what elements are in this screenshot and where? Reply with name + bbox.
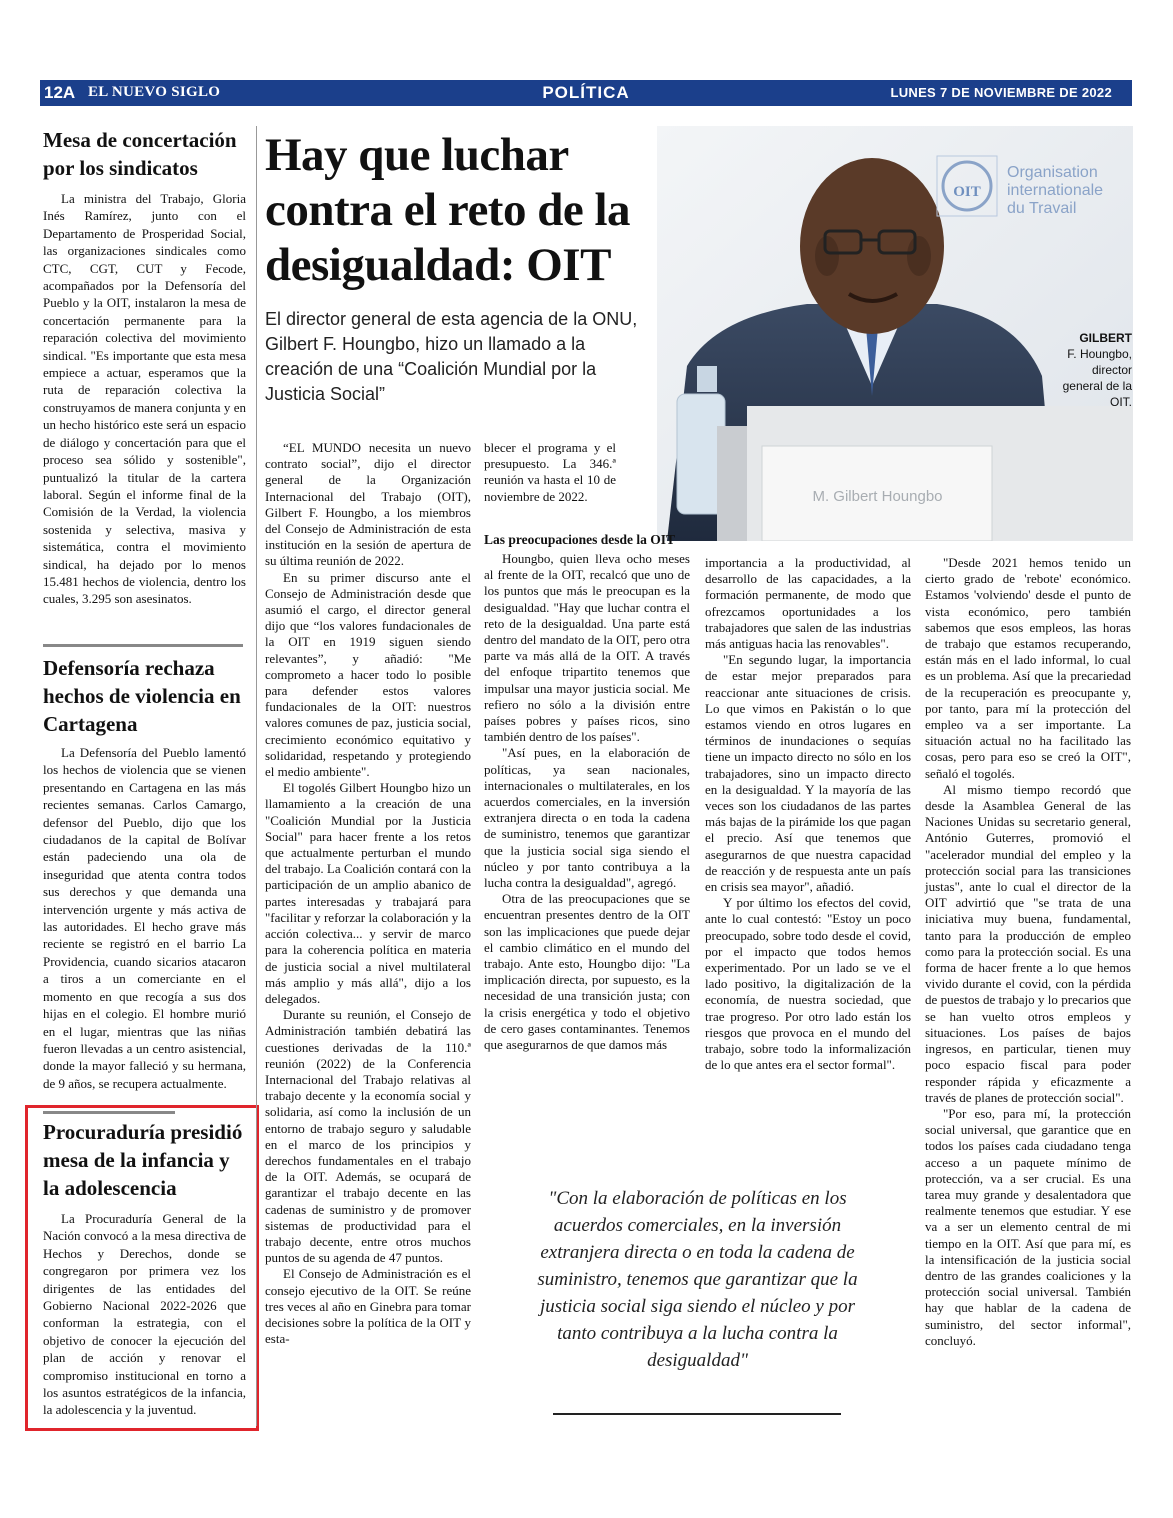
article-column-1 — [265, 440, 471, 1347]
article-column-4 — [925, 555, 1131, 1349]
paragraph: “EL MUNDO necesita un nuevo contrato social”, dijo el director general de la Organización Internacional del Trabajo (OIT), Gilbert F. Houngbo, a los miembros del Consejo de Administración de esta institución en la sesión de apertura de su última reunión de 2022. — [265, 440, 471, 569]
page-header-bar — [40, 80, 1132, 106]
main-headline: Hay que luchar contra el reto de la desigualdad: OIT — [265, 129, 631, 291]
issue-date: LUNES 7 DE NOVIEMBRE DE 2022 — [890, 85, 1112, 100]
pull-quote-rule — [553, 1413, 841, 1415]
paragraph: "En segundo lugar, la importancia de estar mejor preparados para reaccionar ante situaciones de crisis. Lo que vimos en Pakistán o lo que estamos viendo en otros lugares en términos de inundaciones o sequías tiene un impacto directo no sólo en los trabajadores, sino un impacto directo en la desigualdad. Y la mayoría de las veces son los ciudadanos de las partes más bajas de la pirámide los que pagan el precio. Así que tenemos que asegurarnos de que nuestra capacidad de reacción y de respuesta ante un país en crisis sea mayor", añadió. — [705, 652, 911, 895]
paragraph: Houngbo, quien lleva ocho meses al frente de la OIT, recalcó que uno de los puntos que más le preocupan es la desigualdad. "Hay que luchar contra el reto de la desigualdad. Una parte está dentro del mandato de la OIT, pero otra parte va más allá de la OIT. A través del enfoque tripartito tenemos que impulsar una mayor justicia social. Me refiero no sólo a la división entre países pobres y países ricos, sino también dentro de los países". — [484, 551, 690, 745]
paragraph: En su primer discurso ante el Consejo de Administración desde que asumió el cargo, el director general dijo que “los valores fundacionales de la OIT en 1919 siguen siendo relevantes”, y añadió: "Me comprometo a hacer todo lo posible para defender estos valores fundacionales de la OIT: nuestros valores comunes de paz, justicia social, crecimiento económico equitativo y solidaridad, respetando y protegiendo el medio ambiente". — [265, 569, 471, 780]
divider — [43, 1111, 175, 1114]
paragraph: "Por eso, para mí, la protección social universal, que garantice que en todos los países cada ciudadano tenga acceso a un paquete mínimo de protección, va a ser crucial. Es una tarea muy grande y desalentadora que realmente tenemos que estudiar. Y ese va a ser un elemento central de mi tiempo en la OIT. Así que para mí, es la intensificación de la justicia social dentro de las grandes coaliciones y la protección social universal. También hay que hablar de la cadena de suministro, del sector informal", concluyó. — [925, 1105, 1131, 1348]
paragraph: Otra de las preocupaciones que se encuentran presentes dentro de la OIT son las implicaciones que puede dejar el cambio climático en el mundo del trabajo. Ante esto, Houngbo dijo: "La implicación directa, por supuesto, es la necesidad de una transición justa; con la crisis energética y todo el objetivo de cero gases contaminantes. Tenemos que asegurarnos de que damos más — [484, 891, 690, 1053]
caption-name: GILBERT — [1079, 331, 1132, 345]
photo-caption — [1060, 330, 1132, 410]
brief-body: La Defensoría del Pueblo lamentó los hechos de violencia que se vienen presentando en Cartagena en las más recientes semanas. Carlos Camargo, defensor del Pueblo, dijo que los ciudadanos de la capital de Bolívar están padeciendo una ola de inseguridad que atenta contra todos sus derechos y que demanda una intervención urgente y más activa de las autoridades. El hecho grave más reciente se registró en el barrio La Providencia, cuando sicarios atacaron a tiros a un comerciante en el momento en que recogía a sus dos hijas en el colegio. El hombre murió en el lugar, mientras que las niñas fueron llevadas a un centro asistencial, donde la mayor falleció y su hermana, de 9 años, se recupera actualmente. — [43, 745, 246, 1091]
brief-procuraduria — [43, 1118, 246, 1419]
org-line: du Travail — [1007, 200, 1077, 217]
brief-body: La ministra del Trabajo, Gloria Inés Ramírez, junto con el Departamento de Prosperidad Social, las organizaciones sindicales como CTC, CGT, CUT y Fecode, acompañados por la Defensoría del Pueblo y la OIT, instalaron la mesa de concertación permanente para la reparación colectiva del movimiento sindical. "Es importante que esta mesa empiece a actuar, esperamos que la ruta de reparación colectiva la construyamos de manera conjunta y en un hecho histórico este será un espacio de diálogo y concertación para que el proceso sea sólido y sostenible", puntualizó la titular de la cartera laboral. Según el informe final de la Comisión de la Verdad, la violencia sostenida y selectiva, masiva y sistemática, contra el movimiento sindical, ha dejado por lo menos 15.481 hechos de violencia, dentro los cuales, 3.295 son asesinatos. — [43, 191, 246, 607]
paragraph: El togolés Gilbert Houngbo hizo un llamamiento a la creación de una "Coalición Mundial por la Justicia Social" para hacer frente a los retos que actualmente perturban el mundo del trabajo. La Coalición contará con la participación de un amplio abanico de partes interesadas y trabajará para "facilitar y reforzar la colaboración y la acción colectiva... y servir de marco para la coherencia política en materia de justicia social a nivel multilateral más amplio y más allá", dijo a los delegados. — [265, 780, 471, 1006]
oit-logo: OIT — [953, 184, 981, 200]
brief-body: La Procuraduría General de la Nación convocó a la mesa directiva de Hechos y Derechos, donde se congregaron por primera vez los dirigentes de las entidades del Gobierno Nacional 2022-2026 que conforman la estrategia, con el objetivo de conocer la ejecución del plan de acción y renovar el compromiso institucional en torno a los asuntos estratégicos de la infancia, la adolescencia y la juventud. — [43, 1211, 246, 1418]
org-line: Organisation — [1007, 164, 1098, 181]
paragraph: Durante su reunión, el Consejo de Administración también debatirá las cuestiones derivadas de la 110.ª reunión (2022) de la Conferencia Internacional del Trabajo relativas al trabajo decente y la economía social y solidaria, así como la inclusión de un entorno de trabajo seguro y saludable en el marco de los principios y derechos fundamentales en el trabajo de la OIT. Además, se ocupará de garantizar el trabajo decente en las cadenas de suministro y de promover sistemas de productividad para el trabajo decente, entre otros muchos puntos de su agenda de 47 puntos. — [265, 1007, 471, 1266]
paragraph: "Desde 2021 hemos tenido un cierto grado de 'rebote' económico. Estamos 'volviendo' desde el punto de vista económico, pero también sabemos que esos empleos, las horas de trabajo que estamos recuperando, están más en el lado informal, lo cual es un problema. Así que la precariedad de la recuperación es preocupante y, por tanto, para mí la protección del empleo va a ser importante. La situación actual no ha facilitado las cosas, pero para eso se creó la OIT", señaló el togolés. — [925, 555, 1131, 781]
paragraph: blecer el programa y el presupuesto. La 346.ª reunión va hasta el 10 de noviembre de 2022. — [484, 440, 616, 504]
brief-title: Mesa de concertación por los sindicatos — [43, 128, 237, 180]
column-divider — [256, 126, 257, 1426]
org-line: internationale — [1007, 182, 1104, 199]
paragraph: El Consejo de Administración es el consejo ejecutivo de la OIT. Se reúne tres veces al año en Ginebra para tomar decisiones sobre la política de la OIT y esta- — [265, 1266, 471, 1347]
brief-title: Procuraduría presidió mesa de la infancia y la adolescencia — [43, 1120, 243, 1200]
page-number: 12A — [44, 83, 76, 102]
pull-quote: "Con la elaboración de políticas en los acuerdos comerciales, en la inversión extranjera directa o en toda la cadena de suministro, tenemos que garantizar que la justicia social siga siendo el núcleo y por tanto contribuya a la lucha contra la desigualdad" — [537, 1188, 858, 1371]
deck: El director general de esta agencia de la ONU, Gilbert F. Houngbo, hizo un llamado a la creación de una “Coalición Mundial por la Justicia Social” — [265, 309, 638, 404]
divider — [43, 644, 243, 647]
paragraph: importancia a la productividad, al desarrollo de las capacidades, a la formación permanente, de modo que ofrezcamos oportunidades a los trabajadores que salen de las industrias más antiguas hacia las renovables". — [705, 555, 911, 652]
subhead: Las preocupaciones desde la OIT — [484, 532, 676, 547]
paragraph: "Así pues, en la elaboración de políticas, ya sean nacionales, internacionales o multilaterales, en los acuerdos comerciales, en la inversión extranjera directa o en toda la cadena de suministro, tenemos que garantizar que la justicia social siga siendo el núcleo y por tanto contribuya a la lucha contra la desigualdad", agregó. — [484, 745, 690, 891]
brief-defensoria — [43, 654, 246, 1092]
caption-text: F. Houngbo, director general de la OIT. — [1062, 347, 1132, 409]
brief-title: Defensoría rechaza hechos de violencia en Cartagena — [43, 656, 241, 736]
brief-sindicatos — [43, 126, 246, 608]
article-column-3 — [705, 555, 911, 1074]
section-name: POLÍTICA — [542, 83, 630, 102]
nameplate: M. Gilbert Houngbo — [812, 488, 943, 505]
paragraph: Y por último los efectos del covid, ante lo cual contestó: "Estoy un poco preocupado, sobre todo desde el covid, por el impacto que todos hemos experimentado. Por un lado se ve el lado positivo, la digitalización de la economía, de nuestra sociedad, que trae progreso. Por otro lado están los riesgos que provoca en el mundo del trabajo, sobre todo la informalización de lo que antes era el sector formal". — [705, 895, 911, 1073]
org-name — [1007, 164, 1103, 218]
article-column-2-top — [484, 440, 616, 505]
deck-block — [265, 307, 650, 407]
main-headline-block — [265, 128, 665, 293]
article-column-2 — [484, 526, 690, 1053]
paragraph: Al mismo tiempo recordó que desde la Asamblea General de las Naciones Unidas su secretario general, António Guterres, promovió el "acelerador mundial del empleo y la protección social para las transiciones justas", ante lo cual el director de la OIT advirtió que "se trata de una iniciativa muy buena, fundamental, tanto para la producción de empleo como para la protección social. Es una forma de hacer frente a lo que hemos vivido durante el covid, con la pérdida de puestos de trabajo y lo precarios que se han vuelto otros empleos y situaciones. Los países de bajos ingresos, en particular, tienen muy poco espacio fiscal para poder responder rápida y eficazmente a través de planes de protección social". — [925, 781, 1131, 1105]
publication-name: EL NUEVO SIGLO — [88, 84, 221, 100]
